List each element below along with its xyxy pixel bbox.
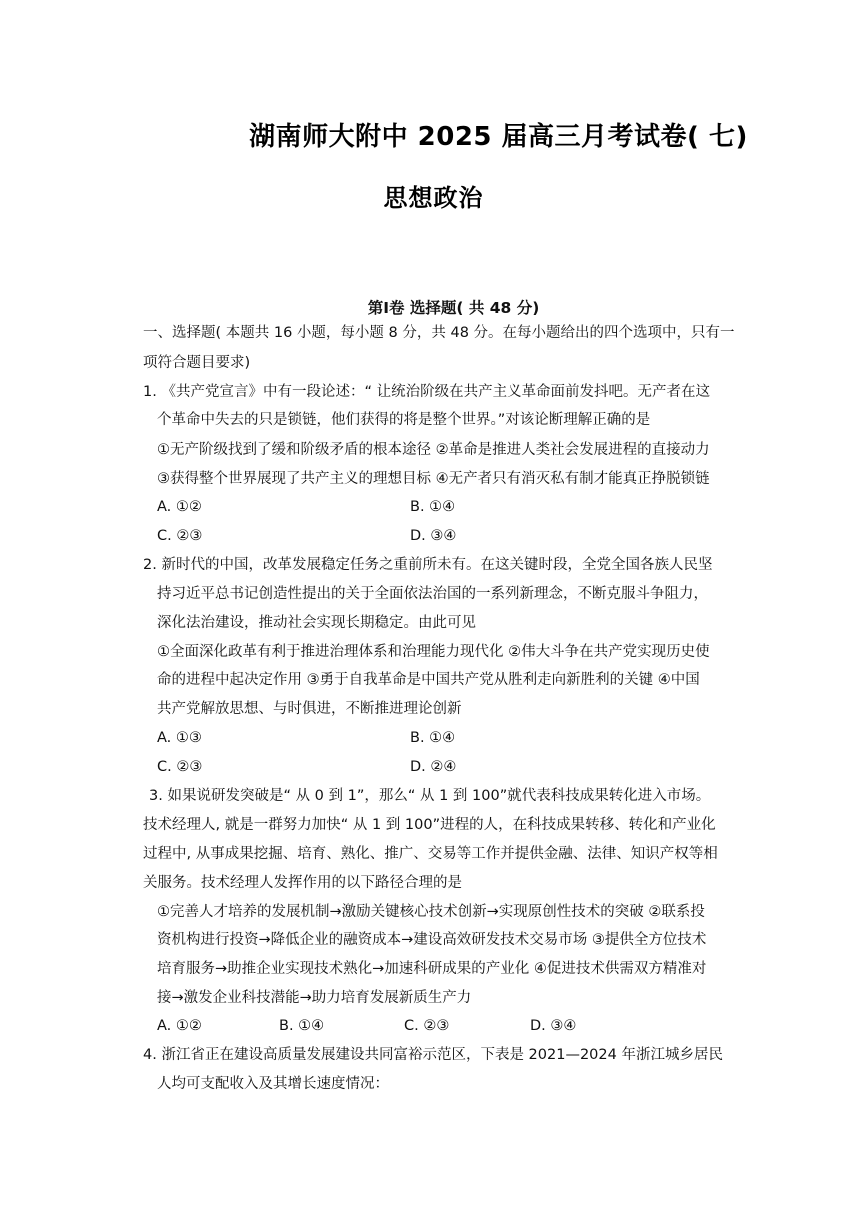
exam-title: 湖南师大附中 2025 届高三月考试卷( 七) bbox=[249, 122, 748, 152]
answer-option-b[interactable]: B. ①④ bbox=[279, 1018, 325, 1034]
question-statement-line: 接→激发企业科技潜能→助力培育发展新质生产力 bbox=[157, 990, 472, 1006]
answer-option-a[interactable]: A. ①② bbox=[157, 499, 202, 515]
question-stem-line: 4. 浙江省正在建设高质量发展建设共同富裕示范区，下表是 2021—2024 年浙江城乡居民 bbox=[143, 1047, 723, 1063]
question-stem-line: 3. 如果说研发突破是“ 从 0 到 1”，那么“ 从 1 到 100”就代表科技成果转化进入市场。 bbox=[149, 788, 711, 804]
answer-option-d[interactable]: D. ②④ bbox=[410, 759, 457, 775]
answer-option-a[interactable]: A. ①② bbox=[157, 1018, 202, 1034]
question-statement-line: ①完善人才培养的发展机制→激励关键核心技术创新→实现原创性技术的突破 ②联系投 bbox=[157, 904, 705, 920]
answer-option-b[interactable]: B. ①④ bbox=[410, 730, 456, 746]
answer-option-d[interactable]: D. ③④ bbox=[410, 528, 457, 544]
answer-option-a[interactable]: A. ①③ bbox=[157, 730, 202, 746]
question-stem-line: 过程中, 从事成果挖掘、培育、熟化、推广、交易等工作并提供金融、法律、知识产权等相 bbox=[143, 846, 718, 862]
question-stem-line: 技术经理人, 就是一群努力加快“ 从 1 到 100”进程的人，在科技成果转移、转化和产业化 bbox=[143, 817, 716, 833]
question-statement-line: ①无产阶级找到了缓和阶级矛盾的根本途径 ②革命是推进人类社会发展进程的直接动力 bbox=[157, 442, 710, 458]
subject-title: 思想政治 bbox=[383, 184, 484, 212]
question-stem-line: 关服务。技术经理人发挥作用的以下路径合理的是 bbox=[143, 875, 462, 891]
answer-option-b[interactable]: B. ①④ bbox=[410, 499, 456, 515]
question-statement-line: ①全面深化政革有利于推进治理体系和治理能力现代化 ②伟大斗争在共产党实现历史使 bbox=[157, 644, 710, 660]
instructions-line: 一、选择题( 本题共 16 小题，每小题 8 分，共 48 分。在每小题给出的四个选项中，只有一 bbox=[143, 325, 735, 341]
question-stem-line: 2. 新时代的中国，改革发展稳定任务之重前所未有。在这关键时段，全党全国各族人民坚 bbox=[143, 557, 713, 573]
answer-option-c[interactable]: C. ②③ bbox=[157, 759, 203, 775]
question-statement-line: 共产党解放思想、与时俱进，不断推进理论创新 bbox=[157, 701, 462, 717]
question-stem-line: 持习近平总书记创造性提出的关于全面依法治国的一系列新理念，不断克服斗争阻力， bbox=[157, 586, 708, 602]
question-stem-line: 个革命中失去的只是锁链，他们获得的将是整个世界。”对该论断理解正确的是 bbox=[157, 412, 651, 428]
question-statement-line: 资机构进行投资→降低企业的融资成本→建设高效研发技术交易市场 ③提供全方位技术 bbox=[157, 932, 707, 948]
question-statement-line: ③获得整个世界展现了共产主义的理想目标 ④无产者只有消灭私有制才能真正挣脱锁链 bbox=[157, 471, 710, 487]
answer-option-c[interactable]: C. ②③ bbox=[404, 1018, 450, 1034]
question-statement-line: 命的进程中起决定作用 ③勇于自我革命是中国共产党从胜利走向新胜利的关键 ④中国 bbox=[157, 672, 700, 688]
question-stem-line: 深化法治建设，推动社会实现长期稳定。由此可见 bbox=[157, 615, 476, 631]
question-stem-line: 1. 《共产党宣言》中有一段论述：“ 让统治阶级在共产主义革命面前发抖吧。无产者在这 bbox=[143, 384, 711, 400]
answer-option-d[interactable]: D. ③④ bbox=[530, 1018, 577, 1034]
question-stem-line: 人均可支配收入及其增长速度情况： bbox=[157, 1076, 389, 1092]
instructions-line: 项符合题目要求) bbox=[143, 355, 251, 371]
question-statement-line: 培育服务→助推企业实现技术熟化→加速科研成果的产业化 ④促进技术供需双方精准对 bbox=[157, 961, 707, 977]
answer-option-c[interactable]: C. ②③ bbox=[157, 528, 203, 544]
section-title: 第Ⅰ卷 选择题( 共 48 分) bbox=[367, 299, 540, 317]
